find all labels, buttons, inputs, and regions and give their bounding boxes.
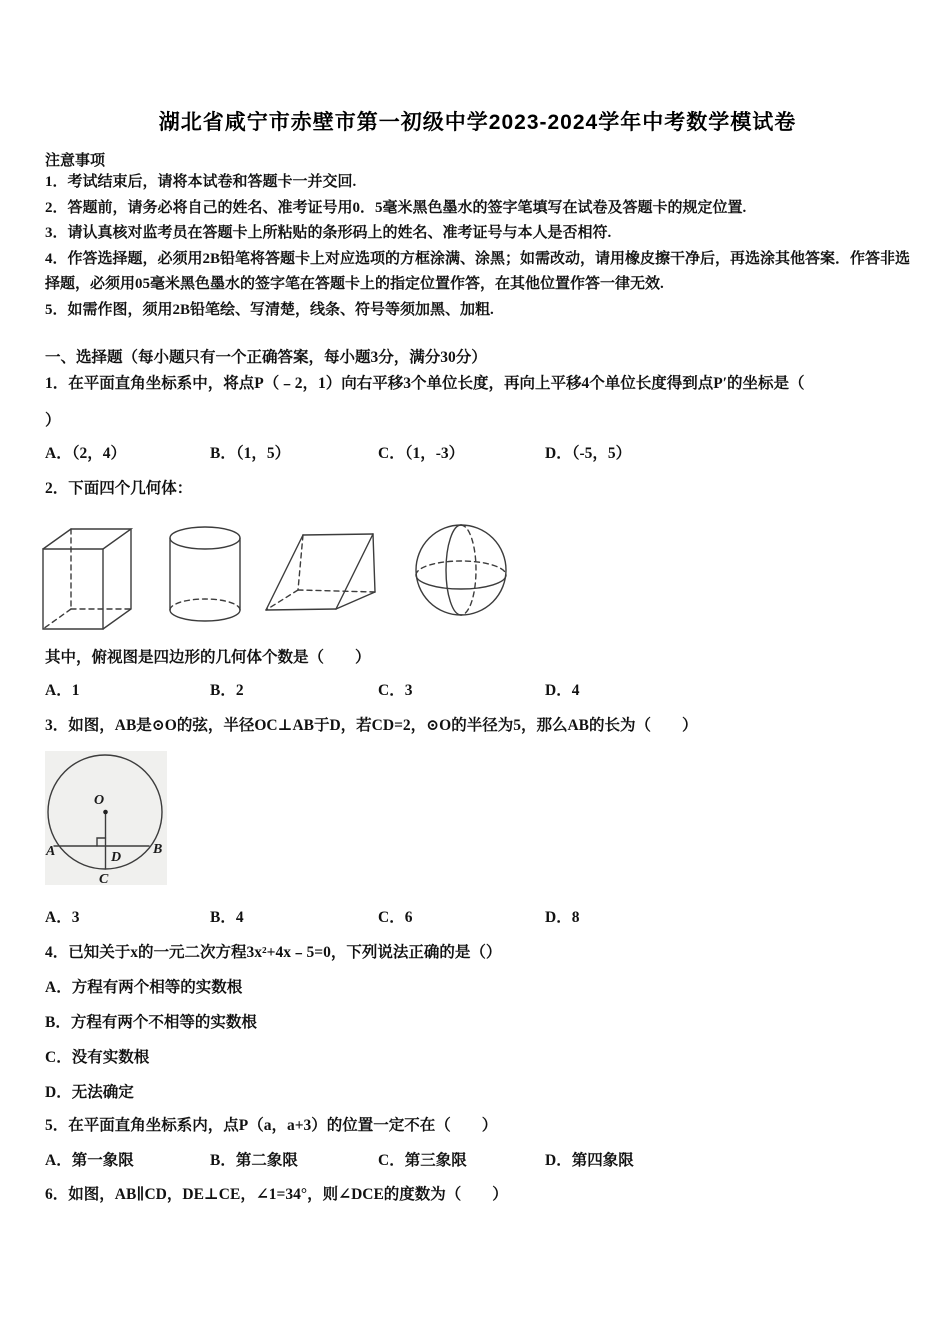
q1-option-b: B．（1，5） bbox=[210, 445, 291, 462]
q3-option-d: D．8 bbox=[545, 909, 580, 926]
q2-options bbox=[45, 681, 910, 701]
point-label-c: C bbox=[99, 872, 109, 885]
q5-option-a: A．第一象限 bbox=[45, 1152, 134, 1169]
q5-option-d: D．第四象限 bbox=[545, 1152, 634, 1169]
q1-option-d: D．（-5，5） bbox=[545, 445, 632, 462]
q4-option-b: B．方程有两个不相等的实数根 bbox=[45, 1014, 257, 1031]
notice-item-2: 2．答题前，请务必将自己的姓名、准考证号用0．5毫米黑色墨水的签字笔填写在试卷及答题卡的规定位置. bbox=[45, 199, 747, 216]
q1-stem-continuation: ） bbox=[45, 412, 61, 429]
q3-options bbox=[45, 908, 910, 928]
q6-stem: 6．如图，AB∥CD，DE⊥CE，∠1=34°，则∠DCE的度数为（ ） bbox=[45, 1186, 508, 1203]
notice-item-4: 4．作答选择题，必须用2B铅笔将答题卡上对应选项的方框涂满、涂黑；如需改动，请用橡皮擦干净后，再选涂其他答案．作答非选择题，必须用05毫米黑色墨水的签字笔在答题卡上的指定位置作答，在其他位置作答一律无效. bbox=[45, 250, 911, 292]
notice-item-3: 3．请认真核对监考员在答题卡上所粘贴的条形码上的姓名、准考证号与本人是否相符. bbox=[45, 225, 612, 241]
section-header-choice: 一、选择题（每小题只有一个正确答案，每小题3分，满分30分） bbox=[45, 349, 487, 366]
q5-option-c: C．第三象限 bbox=[378, 1152, 467, 1169]
point-label-o: O bbox=[94, 793, 105, 808]
point-label-d: D bbox=[111, 850, 122, 865]
q5-stem: 5．在平面直角坐标系内，点P（a，a+3）的位置一定不在（ ） bbox=[45, 1117, 498, 1134]
q2-stem: 2．下面四个几何体： bbox=[45, 480, 193, 497]
point-label-b: B bbox=[153, 842, 163, 857]
q3-option-c: C．6 bbox=[378, 909, 413, 926]
q1-stem: 1．在平面直角坐标系中，将点P（﹣2，1）向右平移3个单位长度，再向上平移4个单位长度得到点P′的坐标是（ bbox=[45, 375, 805, 392]
point-label-a: A bbox=[46, 844, 56, 859]
q2-option-a: A．1 bbox=[45, 682, 80, 699]
q4-option-c: C．没有实数根 bbox=[45, 1049, 150, 1066]
q2-stem-2: 其中，俯视图是四边形的几何体个数是（ ） bbox=[45, 649, 371, 666]
q5-option-b: B．第二象限 bbox=[210, 1152, 298, 1169]
notice-heading: 注意事项 bbox=[45, 153, 106, 169]
q1-option-c: C．（1，-3） bbox=[378, 445, 465, 462]
q2-option-c: C．3 bbox=[378, 682, 413, 699]
q4-option-d: D．无法确定 bbox=[45, 1084, 134, 1101]
page-title: 湖北省咸宁市赤壁市第一初级中学2023-2024学年中考数学模试卷 bbox=[158, 111, 797, 134]
q5-options bbox=[45, 1151, 910, 1171]
q2-solids-figure bbox=[45, 523, 910, 633]
q1-options bbox=[45, 444, 910, 464]
q3-option-a: A．3 bbox=[45, 909, 80, 926]
notice-item-1: 1．考试结束后，请将本试卷和答题卡一并交回. bbox=[45, 174, 357, 190]
q4-stem: 4．已知关于x的一元二次方程3x²+4x﹣5=0，下列说法正确的是（） bbox=[45, 944, 502, 961]
q2-option-b: B．2 bbox=[210, 682, 244, 699]
q3-circle-figure bbox=[45, 751, 167, 885]
cylinder-figure bbox=[167, 525, 243, 623]
notice-item-5: 5．如需作图，须用2B铅笔绘、写清楚，线条、符号等须加黑、加粗. bbox=[45, 301, 494, 318]
q1-option-a: A．（2，4） bbox=[45, 445, 126, 462]
q3-option-b: B．4 bbox=[210, 909, 244, 926]
q3-stem: 3．如图，AB是⊙O的弦，半径OC⊥AB于D，若CD=2，⊙O的半径为5，那么AB的长为（ ） bbox=[45, 717, 698, 734]
q4-option-a: A．方程有两个相等的实数根 bbox=[45, 979, 243, 996]
cube-figure bbox=[41, 523, 133, 631]
prism-figure bbox=[263, 532, 377, 614]
q2-option-d: D．4 bbox=[545, 682, 580, 699]
sphere-figure bbox=[413, 523, 509, 617]
